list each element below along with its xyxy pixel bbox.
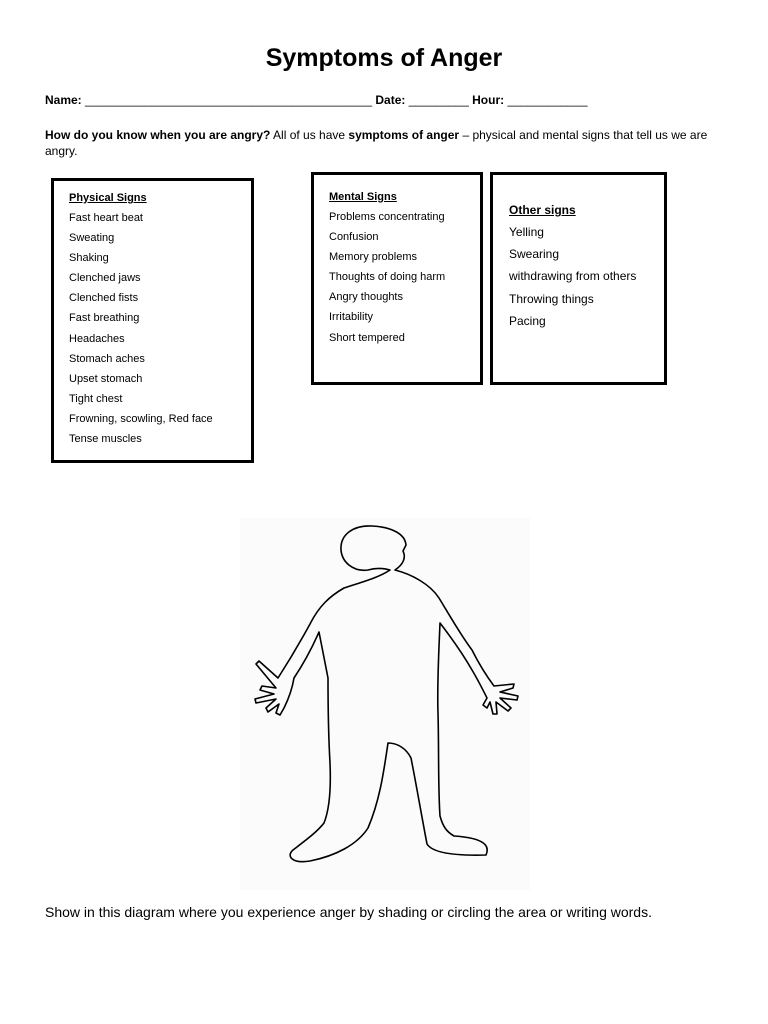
physical-sign-item: Tight chest	[69, 392, 123, 405]
physical-sign-item: Shaking	[69, 252, 109, 265]
mental-sign-item: Irritability	[329, 311, 374, 324]
intro-text-2: – physical and mental signs that tell us we are angry.	[45, 128, 708, 158]
other-sign-item: Pacing	[509, 313, 546, 328]
physical-sign-item: Headaches	[69, 332, 125, 345]
physical-signs-box	[51, 178, 254, 463]
physical-sign-item: Sweating	[69, 232, 115, 245]
mental-sign-item: Problems concentrating	[329, 211, 445, 223]
name-field[interactable]: ___________________________________________	[85, 93, 373, 107]
date-field[interactable]: _________	[408, 93, 469, 107]
hour-field[interactable]: ____________	[507, 93, 588, 107]
physical-sign-item: Upset stomach	[69, 372, 143, 385]
header-form-line	[45, 93, 588, 107]
mental-sign-item: Short tempered	[329, 331, 405, 344]
intro-text-1: All of us have	[270, 128, 349, 142]
other-sign-item: Yelling	[509, 225, 544, 239]
body-outline-diagram[interactable]	[240, 518, 530, 890]
other-sign-item: Swearing	[509, 247, 560, 262]
physical-sign-item: Frowning, scowling, Red face	[69, 412, 213, 425]
mental-sign-item: Confusion	[329, 231, 379, 244]
other-sign-item: Throwing things	[509, 291, 594, 306]
mental-signs-box	[311, 172, 483, 385]
physical-sign-item: Clenched jaws	[69, 272, 141, 285]
physical-sign-item: Tense muscles	[69, 433, 142, 446]
intro-paragraph	[45, 127, 730, 159]
date-label: Date:	[375, 93, 406, 107]
physical-sign-item: Stomach aches	[69, 352, 145, 365]
diagram-background	[240, 518, 530, 890]
hour-label: Hour:	[472, 93, 505, 107]
mental-sign-item: Memory problems	[329, 251, 418, 264]
other-signs-box	[490, 172, 667, 385]
name-label: Name:	[45, 93, 82, 107]
physical-sign-item: Fast heart beat	[69, 212, 143, 224]
page-title: Symptoms of Anger	[265, 44, 503, 72]
other-signs-heading: Other signs	[509, 203, 576, 217]
physical-sign-item: Fast breathing	[69, 312, 140, 325]
physical-signs-heading: Physical Signs	[69, 192, 147, 204]
diagram-instructions: Show in this diagram where you experience anger by shading or circling the area or writing words.	[45, 904, 652, 920]
physical-sign-item: Clenched fists	[69, 292, 139, 305]
other-sign-item: withdrawing from others	[509, 269, 637, 284]
intro-emphasis: symptoms of anger	[348, 128, 460, 142]
mental-sign-item: Thoughts of doing harm	[329, 271, 446, 284]
intro-question: How do you know when you are angry?	[45, 128, 271, 142]
mental-signs-heading: Mental Signs	[329, 191, 397, 203]
mental-sign-item: Angry thoughts	[329, 291, 403, 304]
